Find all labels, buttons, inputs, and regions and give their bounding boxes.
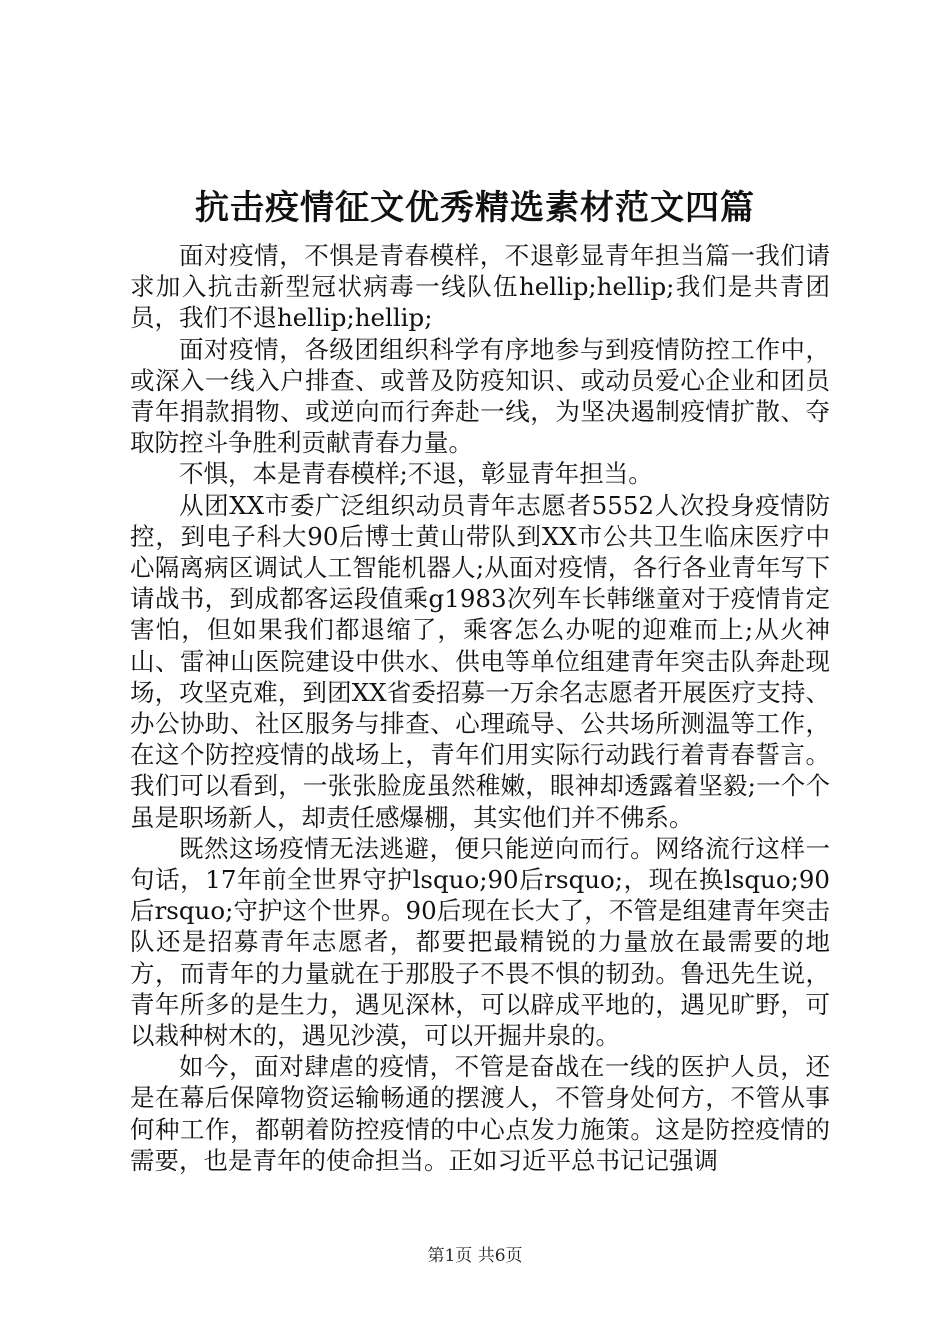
paragraph-2: 面对疫情，各级团组织科学有序地参与到疫情防控工作中，或深入一线入户排查、或普及防疫知识、或动员爱心企业和团员青年捐款捐物、或逆向而行奔赴一线，为坚决遏制疫情扩散、夺取防控斗争胜利贡献青春力量。 [130,334,830,458]
paragraph-6: 如今，面对肆虐的疫情，不管是奋战在一线的医护人员，还是在幕后保障物资运输畅通的摆渡人，不管身处何方，不管从事何种工作，都朝着防控疫情的中心点发力施策。这是防控疫情的需要，也是青年的使命担当。正如习近平总书记记强调 [130,1052,830,1175]
document-title: 抗击疫情征文优秀精选素材范文四篇 [195,188,755,228]
paragraph-1: 面对疫情，不惧是青春模样，不退彰显青年担当篇一我们请求加入抗击新型冠状病毒一线队伍hellip;hellip;我们是共青团员，我们不退hellip;hellip; [130,241,830,333]
paragraph-5: 既然这场疫情无法逃避，便只能逆向而行。网络流行这样一句话，17年前全世界守护lsquo;90后rsquo;，现在换lsquo;90后rsquo;守护这个世界。90后现在长大了，不管是组建青年突击队还是招募青年志愿者，都要把最精锐的力量放在最需要的地方，而青年的力量就在于那股子不畏不惧的韧劲。鲁迅先生说，青年所多的是生力，遇见深林，可以辟成平地的，遇见旷野，可以栽种树木的，遇见沙漠，可以开掘井泉的。 [130,833,830,1051]
paragraph-3: 不惧，本是青春模样;不退，彰显青年担当。 [179,459,653,489]
page-number-footer: 第1页 共6页 [427,1246,523,1266]
document-body [130,240,830,1176]
paragraph-4: 从团XX市委广泛组织动员青年志愿者5552人次投身疫情防控，到电子科大90后博士黄山带队到XX市公共卫生临床医疗中心隔离病区调试人工智能机器人;从面对疫情，各行各业青年写下请战书，到成都客运段值乘g1983次列车长韩继童对于疫情肯定害怕，但如果我们都退缩了，乘客怎么办呢的迎难而上;从火神山、雷神山医院建设中供水、供电等单位组建青年突击队奔赴现场，攻坚克难，到团XX省委招募一万余名志愿者开展医疗支持、办公协助、社区服务与排查、心理疏导、公共场所测温等工作，在这个防控疫情的战场上，青年们用实际行动践行着青春誓言。我们可以看到，一张张脸庞虽然稚嫩，眼神却透露着坚毅;一个个虽是职场新人，却责任感爆棚，其实他们并不佛系。 [130,490,830,832]
